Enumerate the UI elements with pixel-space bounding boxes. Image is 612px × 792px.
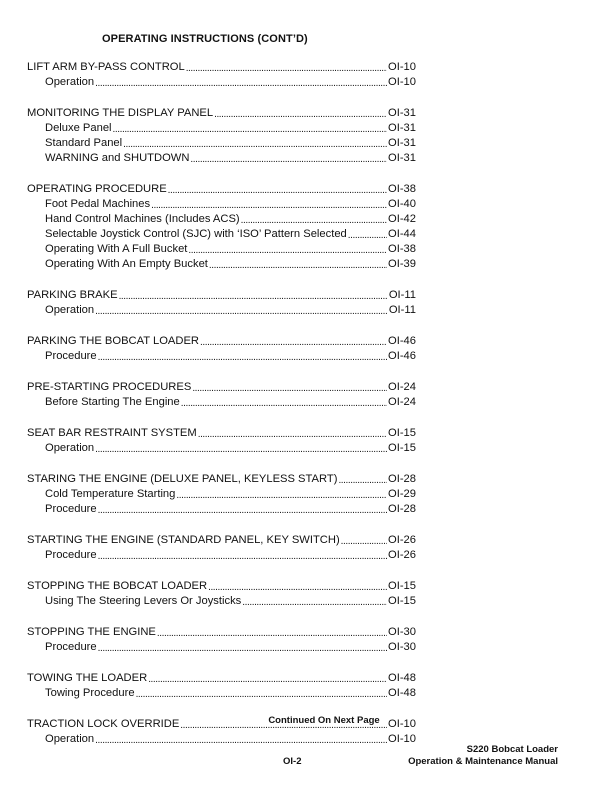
toc-label: Operation	[45, 304, 95, 316]
toc-subentry	[27, 121, 416, 136]
toc-subentry	[27, 303, 416, 318]
toc-label: Procedure	[45, 350, 97, 362]
toc-page-ref: OI-38	[388, 243, 416, 255]
toc-page-ref: OI-46	[388, 335, 416, 347]
footer-manual-name: Operation & Maintenance Manual	[408, 756, 558, 767]
toc-label: WARNING and SHUTDOWN	[45, 152, 190, 164]
toc-section	[27, 671, 416, 701]
toc-subentry	[27, 227, 416, 242]
toc-label: Operating With A Full Bucket	[45, 243, 188, 255]
toc-label: STARTING THE ENGINE (STANDARD PANEL, KEY SWITCH)	[27, 534, 340, 546]
toc-section	[27, 106, 416, 166]
toc-subentry	[27, 487, 416, 502]
toc-subentry	[27, 242, 416, 257]
toc-page-ref: OI-38	[388, 183, 416, 195]
toc-subentry	[27, 502, 416, 517]
toc-page-ref: OI-46	[388, 350, 416, 362]
dot-leader	[200, 336, 387, 349]
dot-leader	[95, 77, 387, 90]
toc-label: LIFT ARM BY-PASS CONTROL	[27, 61, 185, 73]
toc-page-ref: OI-30	[388, 641, 416, 653]
toc-page-ref: OI-48	[388, 672, 416, 684]
toc-subentry	[27, 686, 416, 701]
toc-subentry	[27, 395, 416, 410]
dot-leader	[214, 108, 387, 121]
toc-section	[27, 472, 416, 517]
toc-entry	[27, 182, 416, 197]
toc-page-ref: OI-31	[388, 152, 416, 164]
toc-section	[27, 60, 416, 90]
dot-leader	[176, 489, 387, 502]
table-of-contents	[27, 60, 416, 763]
dot-leader	[95, 305, 388, 318]
toc-section	[27, 625, 416, 655]
toc-label: Operating With An Empty Bucket	[45, 258, 208, 270]
toc-label: Cold Temperature Starting	[45, 488, 176, 500]
toc-page-ref: OI-10	[388, 61, 416, 73]
toc-label: Procedure	[45, 641, 97, 653]
continued-notice: Continued On Next Page	[268, 715, 380, 726]
toc-label: SEAT BAR RESTRAINT SYSTEM	[27, 427, 197, 439]
toc-subentry	[27, 640, 416, 655]
dot-leader	[241, 214, 387, 227]
toc-subentry	[27, 732, 416, 747]
toc-label: MONITORING THE DISPLAY PANEL	[27, 107, 214, 119]
toc-subentry	[27, 212, 416, 227]
toc-section	[27, 579, 416, 609]
dot-leader	[98, 642, 387, 655]
toc-page-ref: OI-30	[388, 626, 416, 638]
toc-label: Operation	[45, 442, 95, 454]
toc-label: Towing Procedure	[45, 687, 135, 699]
toc-page-ref: OI-40	[388, 198, 416, 210]
toc-page-ref: OI-26	[388, 549, 416, 561]
toc-label: STOPPING THE BOBCAT LOADER	[27, 580, 208, 592]
toc-page-ref: OI-11	[388, 304, 416, 316]
dot-leader	[123, 138, 387, 151]
toc-page-ref: OI-10	[388, 76, 416, 88]
toc-page-ref: OI-31	[388, 137, 416, 149]
toc-label: STOPPING THE ENGINE	[27, 626, 156, 638]
dot-leader	[95, 443, 387, 456]
toc-entry	[27, 671, 416, 686]
toc-page-ref: OI-10	[388, 733, 416, 745]
dot-leader	[190, 153, 387, 166]
toc-section	[27, 380, 416, 410]
dot-leader	[186, 62, 387, 75]
toc-page-ref: OI-24	[388, 396, 416, 408]
toc-label: OPERATING PROCEDURE	[27, 183, 167, 195]
toc-page-ref: OI-15	[388, 595, 416, 607]
toc-label: Procedure	[45, 549, 97, 561]
toc-label: Using The Steering Levers Or Joysticks	[45, 595, 242, 607]
dot-leader	[98, 504, 387, 517]
toc-section	[27, 334, 416, 364]
dot-leader	[136, 688, 387, 701]
toc-subentry	[27, 441, 416, 456]
toc-subentry	[27, 136, 416, 151]
toc-subentry	[27, 151, 416, 166]
toc-section	[27, 288, 416, 318]
toc-page-ref: OI-39	[388, 258, 416, 270]
dot-leader	[119, 290, 388, 303]
dot-leader	[168, 184, 387, 197]
toc-page-ref: OI-24	[388, 381, 416, 393]
dot-leader	[338, 474, 387, 487]
toc-label: Operation	[45, 733, 95, 745]
dot-leader	[181, 397, 387, 410]
dot-leader	[157, 627, 387, 640]
toc-label: Standard Panel	[45, 137, 123, 149]
dot-leader	[341, 535, 387, 548]
toc-page-ref: OI-42	[388, 213, 416, 225]
toc-label: PARKING THE BOBCAT LOADER	[27, 335, 199, 347]
dot-leader	[209, 259, 387, 272]
footer-manual-title	[408, 744, 558, 768]
dot-leader	[242, 596, 387, 609]
toc-entry	[27, 106, 416, 121]
toc-page-ref: OI-31	[388, 122, 416, 134]
dot-leader	[188, 244, 387, 257]
dot-leader	[198, 428, 387, 441]
dot-leader	[192, 382, 387, 395]
toc-section	[27, 426, 416, 456]
toc-label: Before Starting The Engine	[45, 396, 180, 408]
toc-label: Procedure	[45, 503, 97, 515]
dot-leader	[98, 550, 387, 563]
dot-leader	[98, 351, 387, 364]
toc-label: Hand Control Machines (Includes ACS)	[45, 213, 240, 225]
toc-entry	[27, 472, 416, 487]
toc-label: PRE-STARTING PROCEDURES	[27, 381, 192, 393]
toc-entry	[27, 579, 416, 594]
toc-section	[27, 182, 416, 272]
toc-page-ref: OI-29	[388, 488, 416, 500]
toc-page-ref: OI-15	[388, 427, 416, 439]
dot-leader	[148, 673, 387, 686]
toc-page-ref: OI-28	[388, 473, 416, 485]
toc-label: Deluxe Panel	[45, 122, 112, 134]
toc-subentry	[27, 197, 416, 212]
toc-page-ref: OI-15	[388, 580, 416, 592]
dot-leader	[95, 734, 387, 747]
toc-label: Selectable Joystick Control (SJC) with ‘ISO’ Pattern Selected	[45, 228, 347, 240]
toc-page-ref: OI-28	[388, 503, 416, 515]
toc-section	[27, 533, 416, 563]
toc-label: STARING THE ENGINE (DELUXE PANEL, KEYLESS START)	[27, 473, 338, 485]
toc-entry	[27, 625, 416, 640]
dot-leader	[208, 581, 387, 594]
toc-label: Foot Pedal Machines	[45, 198, 151, 210]
page-title: OPERATING INSTRUCTIONS (CONT’D)	[102, 33, 308, 45]
toc-subentry	[27, 349, 416, 364]
toc-page-ref: OI-31	[388, 107, 416, 119]
toc-label: PARKING BRAKE	[27, 289, 118, 301]
toc-subentry	[27, 257, 416, 272]
toc-page-ref: OI-10	[388, 718, 416, 730]
toc-page-ref: OI-48	[388, 687, 416, 699]
toc-label: Operation	[45, 76, 95, 88]
toc-page-ref: OI-15	[388, 442, 416, 454]
footer-model: S220 Bobcat Loader	[466, 744, 558, 755]
toc-page-ref: OI-11	[388, 289, 416, 301]
footer-page-number: OI-2	[283, 756, 302, 767]
toc-label: TOWING THE LOADER	[27, 672, 148, 684]
dot-leader	[151, 199, 387, 212]
toc-label: TRACTION LOCK OVERRIDE	[27, 718, 180, 730]
toc-subentry	[27, 594, 416, 609]
dot-leader	[113, 123, 387, 136]
toc-page-ref: OI-44	[388, 228, 416, 240]
toc-entry	[27, 533, 416, 548]
toc-entry	[27, 334, 416, 349]
toc-entry	[27, 380, 416, 395]
dot-leader	[348, 229, 387, 242]
toc-entry	[27, 426, 416, 441]
toc-page-ref: OI-26	[388, 534, 416, 546]
toc-entry	[27, 288, 416, 303]
toc-subentry	[27, 75, 416, 90]
toc-entry	[27, 60, 416, 75]
toc-subentry	[27, 548, 416, 563]
